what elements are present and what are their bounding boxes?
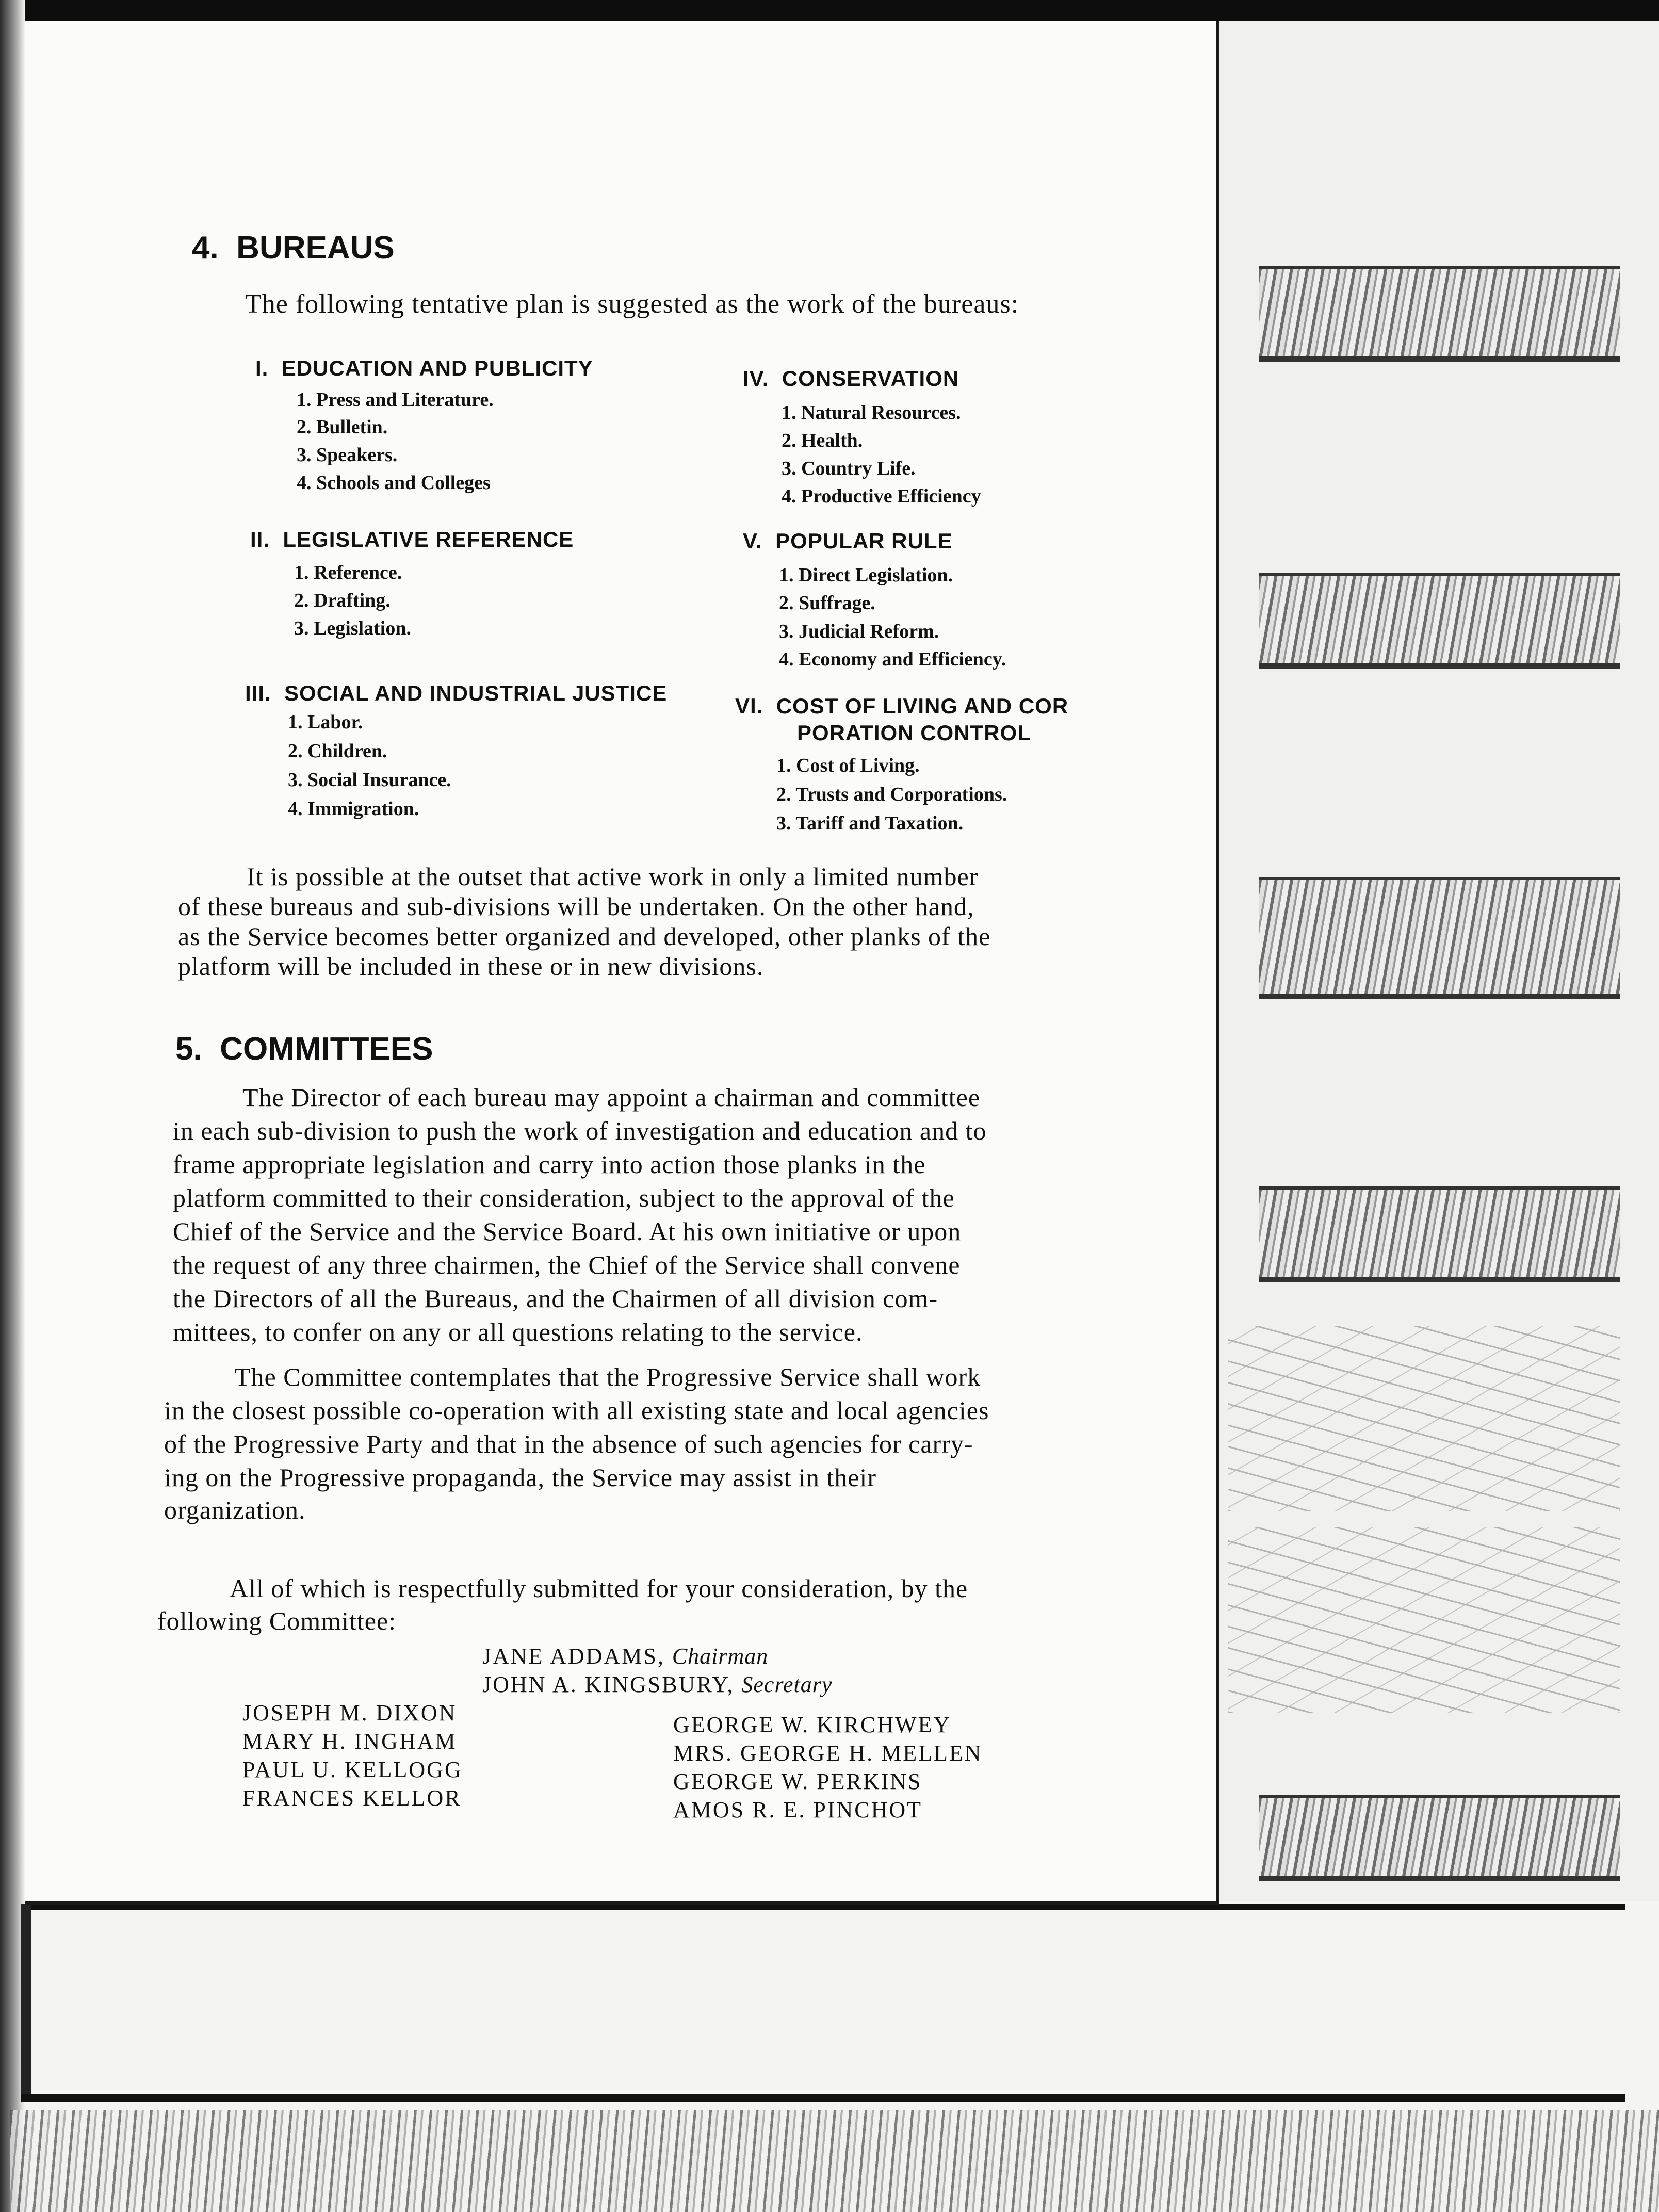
scan-noise-band xyxy=(1259,877,1620,999)
paragraph-line: platform committed to their consideration, subject to the approval of the xyxy=(173,1183,955,1212)
signatory-secretary: JOHN A. KINGSBURY, Secretary xyxy=(482,1672,833,1697)
scan-noise-band xyxy=(1259,266,1620,362)
bureau-item: 4. Immigration. xyxy=(288,798,419,820)
paragraph-line: Chief of the Service and the Service Board. At his own initiative or upon xyxy=(173,1217,962,1246)
signatory: MRS. GEORGE H. MELLEN xyxy=(673,1741,983,1766)
bureau-item: 2. Drafting. xyxy=(294,590,391,611)
bureau-heading: VI. COST OF LIVING AND COR xyxy=(735,694,1069,718)
bureau-heading-continued: PORATION CONTROL xyxy=(797,721,1031,745)
signatory: GEORGE W. KIRCHWEY xyxy=(673,1712,952,1737)
paragraph-line: mittees, to confer on any or all questions relating to the service. xyxy=(173,1318,863,1346)
bureau-item: 2. Suffrage. xyxy=(779,592,875,614)
bureau-item: 1. Labor. xyxy=(288,711,363,733)
paragraph-line: frame appropriate legislation and carry into action those planks in the xyxy=(173,1150,926,1179)
bureau-heading: IV. CONSERVATION xyxy=(743,366,959,391)
bureau-item: 1. Natural Resources. xyxy=(782,402,961,424)
bureau-item: 2. Trusts and Corporations. xyxy=(776,784,1007,805)
scan-top-edge xyxy=(0,0,1659,21)
section-4-heading xyxy=(192,230,395,266)
paragraph-line: of the Progressive Party and that in the absence of such agencies for carry- xyxy=(164,1429,973,1458)
signatory: PAUL U. KELLOGG xyxy=(242,1757,463,1782)
paragraph-line: organization. xyxy=(164,1495,306,1524)
scan-bottom-line xyxy=(21,2094,1625,2102)
section-number: 5. xyxy=(175,1031,202,1067)
paragraph-line: the Directors of all the Bureaus, and the Chairmen of all division com- xyxy=(173,1284,938,1313)
scan-bottom-noise xyxy=(10,2110,1659,2212)
signatory: JOSEPH M. DIXON xyxy=(242,1700,457,1726)
bureau-item: 2. Bulletin. xyxy=(297,416,388,438)
bureau-item: 3. Speakers. xyxy=(297,444,398,466)
paragraph-line: The Director of each bureau may appoint a chairman and committee xyxy=(242,1083,981,1112)
scan-noise-band xyxy=(1259,1186,1620,1282)
paragraph-line: in each sub-division to push the work of investigation and education and to xyxy=(173,1116,987,1145)
paragraph-line: in the closest possible co-operation with all existing state and local agencies xyxy=(164,1396,989,1425)
scan-noise-band xyxy=(1259,1795,1620,1881)
bureau-item: 4. Schools and Colleges xyxy=(297,472,491,494)
section-title: COMMITTEES xyxy=(220,1031,433,1067)
bureau-item: 1. Reference. xyxy=(294,562,402,583)
bureau-item: 1. Press and Literature. xyxy=(297,389,494,411)
section-number: 4. xyxy=(192,230,219,266)
signatory: AMOS R. E. PINCHOT xyxy=(673,1797,923,1823)
bureau-item: 2. Children. xyxy=(288,740,387,762)
signatory-chairman: JANE ADDAMS, Chairman xyxy=(482,1644,769,1669)
scan-speckle xyxy=(1228,1326,1620,1511)
bureau-item: 4. Productive Efficiency xyxy=(782,485,981,507)
bureau-item: 3. Judicial Reform. xyxy=(779,621,939,642)
bureau-heading: II. LEGISLATIVE REFERENCE xyxy=(250,527,574,551)
paragraph-line: the request of any three chairmen, the Chief of the Service shall convene xyxy=(173,1250,961,1279)
bureaus-intro: The following tentative plan is suggested as the work of the bureaus: xyxy=(245,289,1019,319)
bureau-item: 2. Health. xyxy=(782,430,863,451)
paragraph-line: ing on the Progressive propaganda, the Service may assist in their xyxy=(164,1463,876,1492)
scan-left-edge xyxy=(0,0,25,2212)
signatory: GEORGE W. PERKINS xyxy=(673,1769,922,1794)
section-title: BUREAUS xyxy=(236,230,395,266)
bureau-item: 4. Economy and Efficiency. xyxy=(779,648,1006,670)
paragraph-line: of these bureaus and sub-divisions will be undertaken. On the other hand, xyxy=(178,892,974,921)
scan-bottom-frame xyxy=(21,1904,31,2100)
paragraph-line: as the Service becomes better organized and developed, other planks of the xyxy=(178,922,991,951)
scan-speckle xyxy=(1228,1527,1620,1713)
bureau-heading: I. EDUCATION AND PUBLICITY xyxy=(255,356,593,380)
bureau-heading: III. SOCIAL AND INDUSTRIAL JUSTICE xyxy=(245,681,668,705)
scan-noise-band xyxy=(1259,573,1620,669)
signatory: FRANCES KELLOR xyxy=(242,1785,462,1811)
paragraph-line: The Committee contemplates that the Progressive Service shall work xyxy=(235,1362,981,1391)
paragraph-line: It is possible at the outset that active work in only a limited number xyxy=(247,862,979,891)
paragraph-line: platform will be included in these or in new divisions. xyxy=(178,952,764,981)
bureau-item: 3. Country Life. xyxy=(782,458,916,479)
signatory: MARY H. INGHAM xyxy=(242,1729,457,1754)
bureau-item: 3. Legislation. xyxy=(294,617,411,639)
section-5-heading xyxy=(175,1031,433,1067)
paragraph-line: All of which is respectfully submitted for your consideration, by the xyxy=(230,1574,968,1603)
bureau-item: 3. Tariff and Taxation. xyxy=(776,812,964,834)
bureau-heading: V. POPULAR RULE xyxy=(743,529,953,553)
bureau-item: 1. Cost of Living. xyxy=(776,755,920,776)
bureau-item: 3. Social Insurance. xyxy=(288,769,451,791)
paragraph-line: following Committee: xyxy=(157,1606,397,1635)
bureau-item: 1. Direct Legislation. xyxy=(779,564,953,586)
